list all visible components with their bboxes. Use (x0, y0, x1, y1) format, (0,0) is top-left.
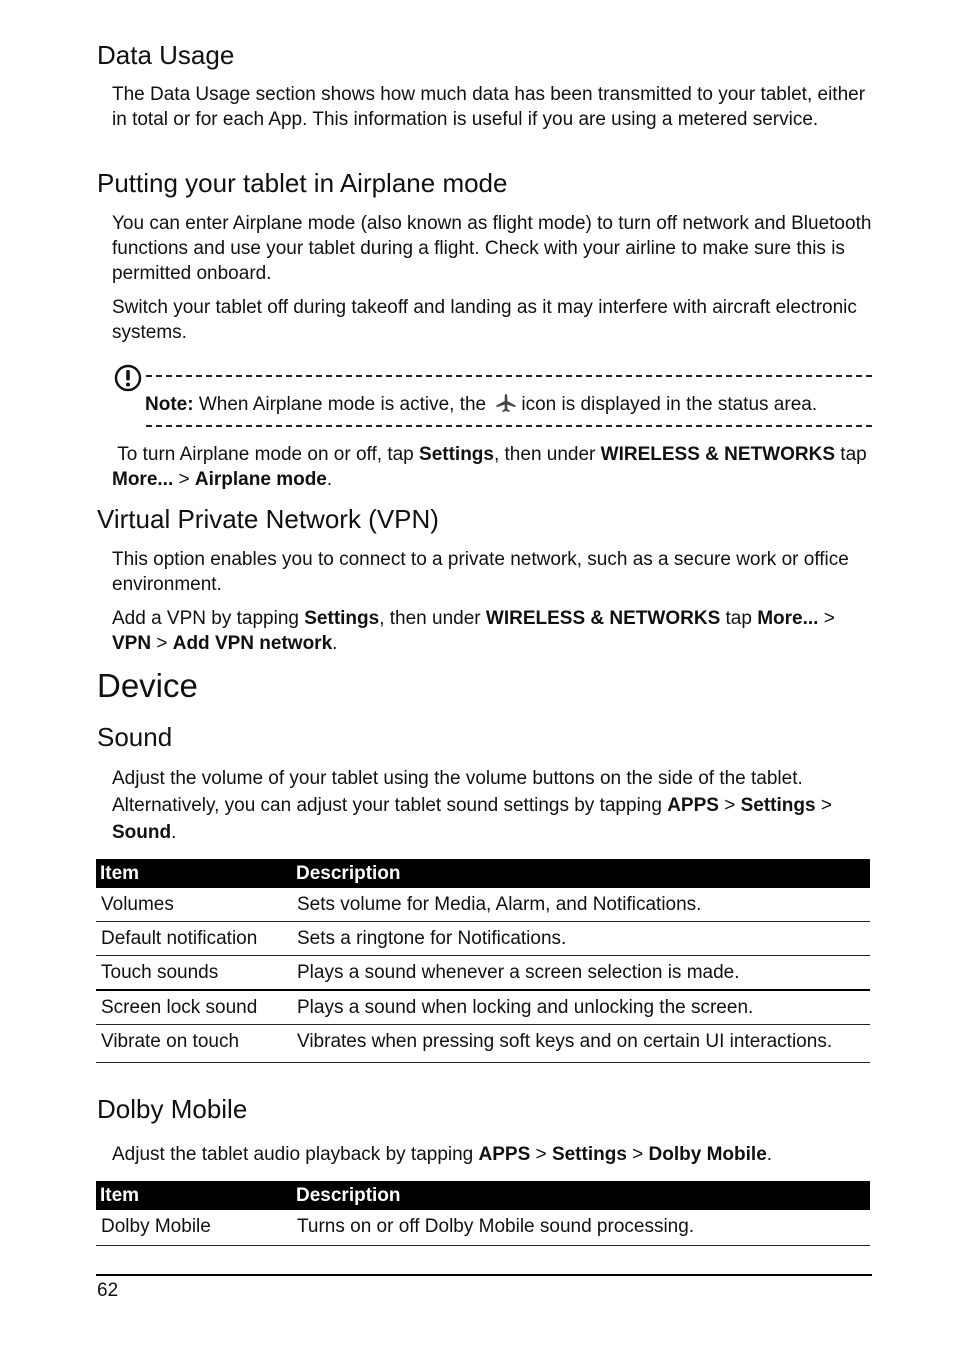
table-cell-description: Vibrates when pressing soft keys and on certain UI interactions. (292, 1025, 870, 1063)
sound-heading: Sound (97, 722, 173, 752)
table-header-row (96, 859, 870, 888)
table-cell-item: Dolby Mobile (96, 1210, 292, 1246)
note-text-before-icon: When Airplane mode is active, the (193, 394, 487, 415)
note-label: Note: (145, 394, 194, 415)
table-row (96, 1025, 870, 1063)
dolby-table (96, 1181, 870, 1246)
device-heading: Device (97, 667, 198, 704)
table-cell-description: Sets a ringtone for Notifications. (292, 922, 870, 956)
table-row (96, 888, 870, 922)
footer-rule (96, 1274, 872, 1276)
note-box (112, 362, 872, 430)
table-cell-description: Plays a sound when locking and unlocking the screen. (292, 990, 870, 1025)
column-header-item: Item (96, 1181, 292, 1210)
table-cell-description: Plays a sound whenever a screen selection is made. (292, 956, 870, 991)
warning-icon (114, 364, 142, 392)
column-header-description: Description (292, 859, 870, 888)
data-usage-body: The Data Usage section shows how much data has been transmitted to your tablet, either in total or for each App. This information is useful if you are using a metered service. (112, 84, 866, 130)
table-header-row (96, 1181, 870, 1210)
dolby-heading: Dolby Mobile (97, 1094, 248, 1124)
data-usage-heading: Data Usage (97, 40, 235, 70)
airplane-paragraph-2: Switch your tablet off during takeoff and landing as it may interfere with aircraft electronic systems. (112, 297, 857, 343)
sound-paragraph: Adjust the volume of your tablet using the volume buttons on the side of the tablet. Alternatively, you can adjust your tablet sound settings by tapping APPS > Settings > Sound. (112, 768, 832, 843)
airplane-instructions: To turn Airplane mode on or off, tap Settings, then under WIRELESS & NETWORKS tap More... > Airplane mode. (112, 444, 867, 490)
table-cell-item: Vibrate on touch (96, 1025, 292, 1063)
vpn-heading: Virtual Private Network (VPN) (97, 504, 439, 534)
note-top-divider (146, 375, 872, 377)
airplane-heading: Putting your tablet in Airplane mode (97, 168, 508, 198)
vpn-paragraph-1: This option enables you to connect to a private network, such as a secure work or office environment. (112, 549, 849, 595)
table-cell-item: Volumes (96, 888, 292, 922)
column-header-description: Description (292, 1181, 870, 1210)
column-header-item: Item (96, 859, 292, 888)
sound-table (96, 859, 870, 1063)
table-cell-item: Touch sounds (96, 956, 292, 991)
table-row (96, 956, 870, 991)
airplane-icon (495, 393, 517, 413)
vpn-paragraph-2: Add a VPN by tapping Settings, then under WIRELESS & NETWORKS tap More... > VPN > Add VPN network. (112, 608, 835, 654)
airplane-paragraph-1: You can enter Airplane mode (also known as flight mode) to turn off network and Bluetooth functions and use your tablet during a flight. Check with your airline to make sure this is permitted onboard. (112, 213, 872, 284)
table-cell-description: Turns on or off Dolby Mobile sound processing. (292, 1210, 870, 1246)
table-row (96, 922, 870, 956)
note-text (145, 392, 817, 417)
table-row (96, 990, 870, 1025)
page-number: 62 (97, 1280, 119, 1301)
dolby-paragraph: Adjust the tablet audio playback by tapping APPS > Settings > Dolby Mobile. (112, 1144, 773, 1165)
note-text-after-icon: icon is displayed in the status area. (521, 394, 818, 415)
table-cell-item: Screen lock sound (96, 990, 292, 1025)
note-bottom-divider (146, 425, 872, 427)
table-row (96, 1210, 870, 1246)
table-cell-item: Default notification (96, 922, 292, 956)
table-cell-description: Sets volume for Media, Alarm, and Notifications. (292, 888, 870, 922)
